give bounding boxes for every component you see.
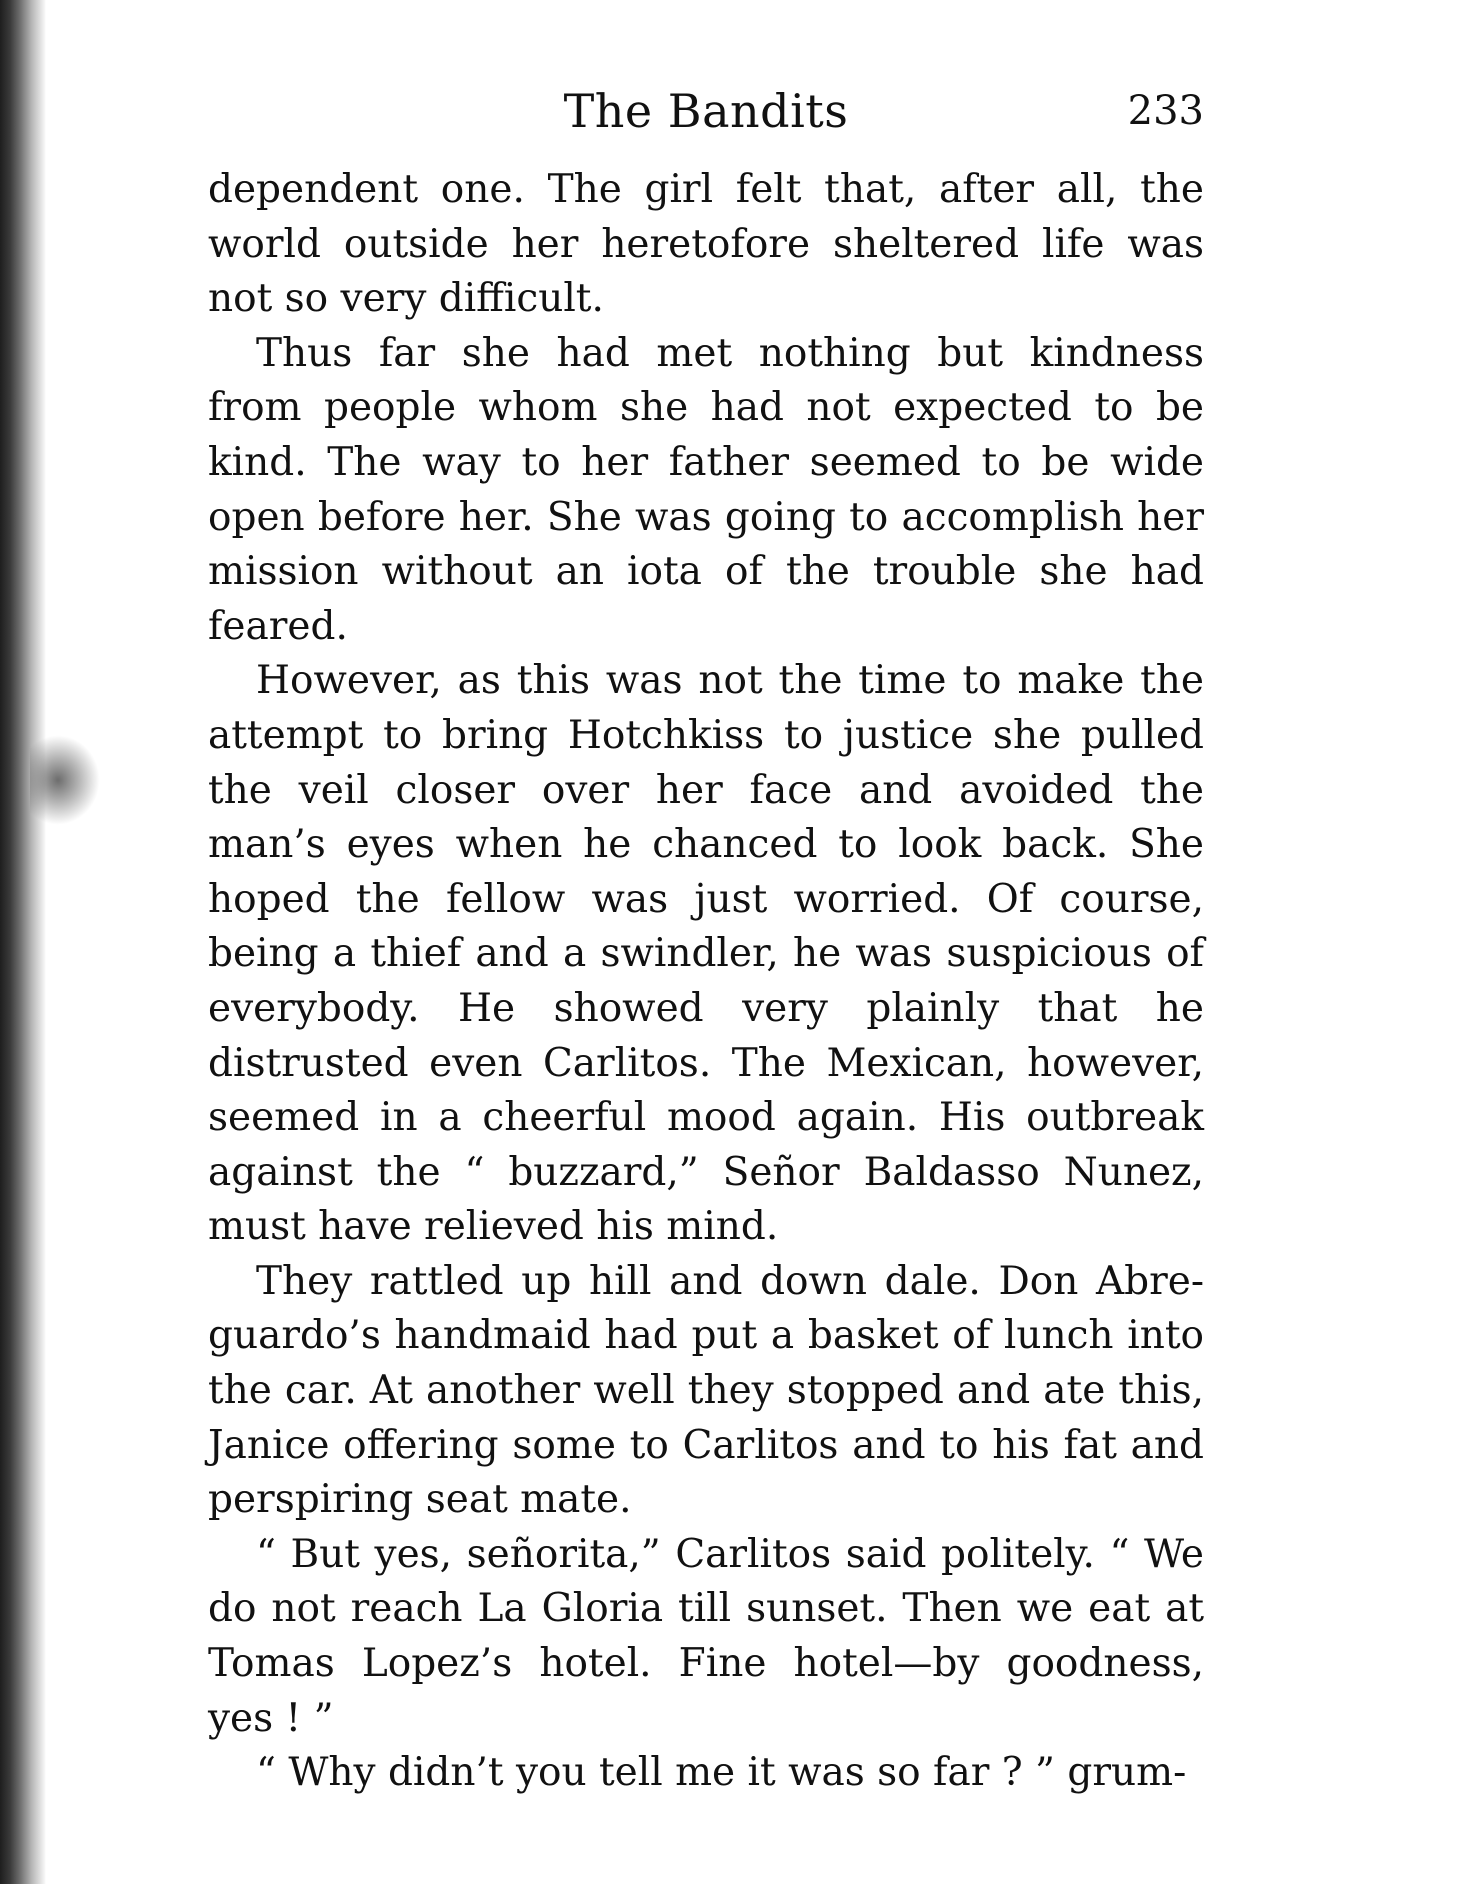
paragraph: “ But yes, señorita,” Carlitos said politely. “ We do not reach La Gloria till sunset. Then we eat at Tomas Lopez’s hotel. Fine hotel—by goodness, yes ! ”	[208, 1531, 1204, 1741]
binding-smudge	[30, 735, 100, 825]
paragraph: “ Why didn’t you tell me it was so far ? ” grum-	[256, 1750, 1187, 1796]
paragraph: Thus far she had met nothing but kindness from people whom she had not expected to be kind. The way to her father seemed to be wide open before her. She was going to accomplish her mission without an iota of the trouble she had feared.	[208, 330, 1204, 649]
body-text	[208, 163, 1204, 1801]
page-binding-edge	[0, 0, 46, 1884]
page-number: 233	[1127, 88, 1204, 134]
paragraph-continuation: dependent one. The girl felt that, after all, the world outside her heretofore sheltered life was not so very difficult.	[208, 167, 1204, 322]
page-header	[208, 78, 1204, 148]
running-title: The Bandits	[563, 84, 849, 138]
paragraph: However, as this was not the time to make the attempt to bring Hotchkiss to justice she pulled the veil closer over her face and avoided the man’s eyes when he chanced to look back. She hoped the fellow was just worried. Of course, being a thief and a swindler, he was suspicious of everybody. He showed very plainly that he distrusted even Carlitos. The Mexican, however, seemed in a cheerful mood again. His outbreak against the “ buzzard,” Señor Baldasso Nunez, must have relieved his mind.	[208, 658, 1204, 1250]
paragraph: They rattled up hill and down dale. Don Abreguardo’s handmaid had put a basket of lunch into the car. At another well they stopped and ate this, Janice offering some to Carlitos and to his fat and perspiring seat mate.	[208, 1258, 1204, 1523]
